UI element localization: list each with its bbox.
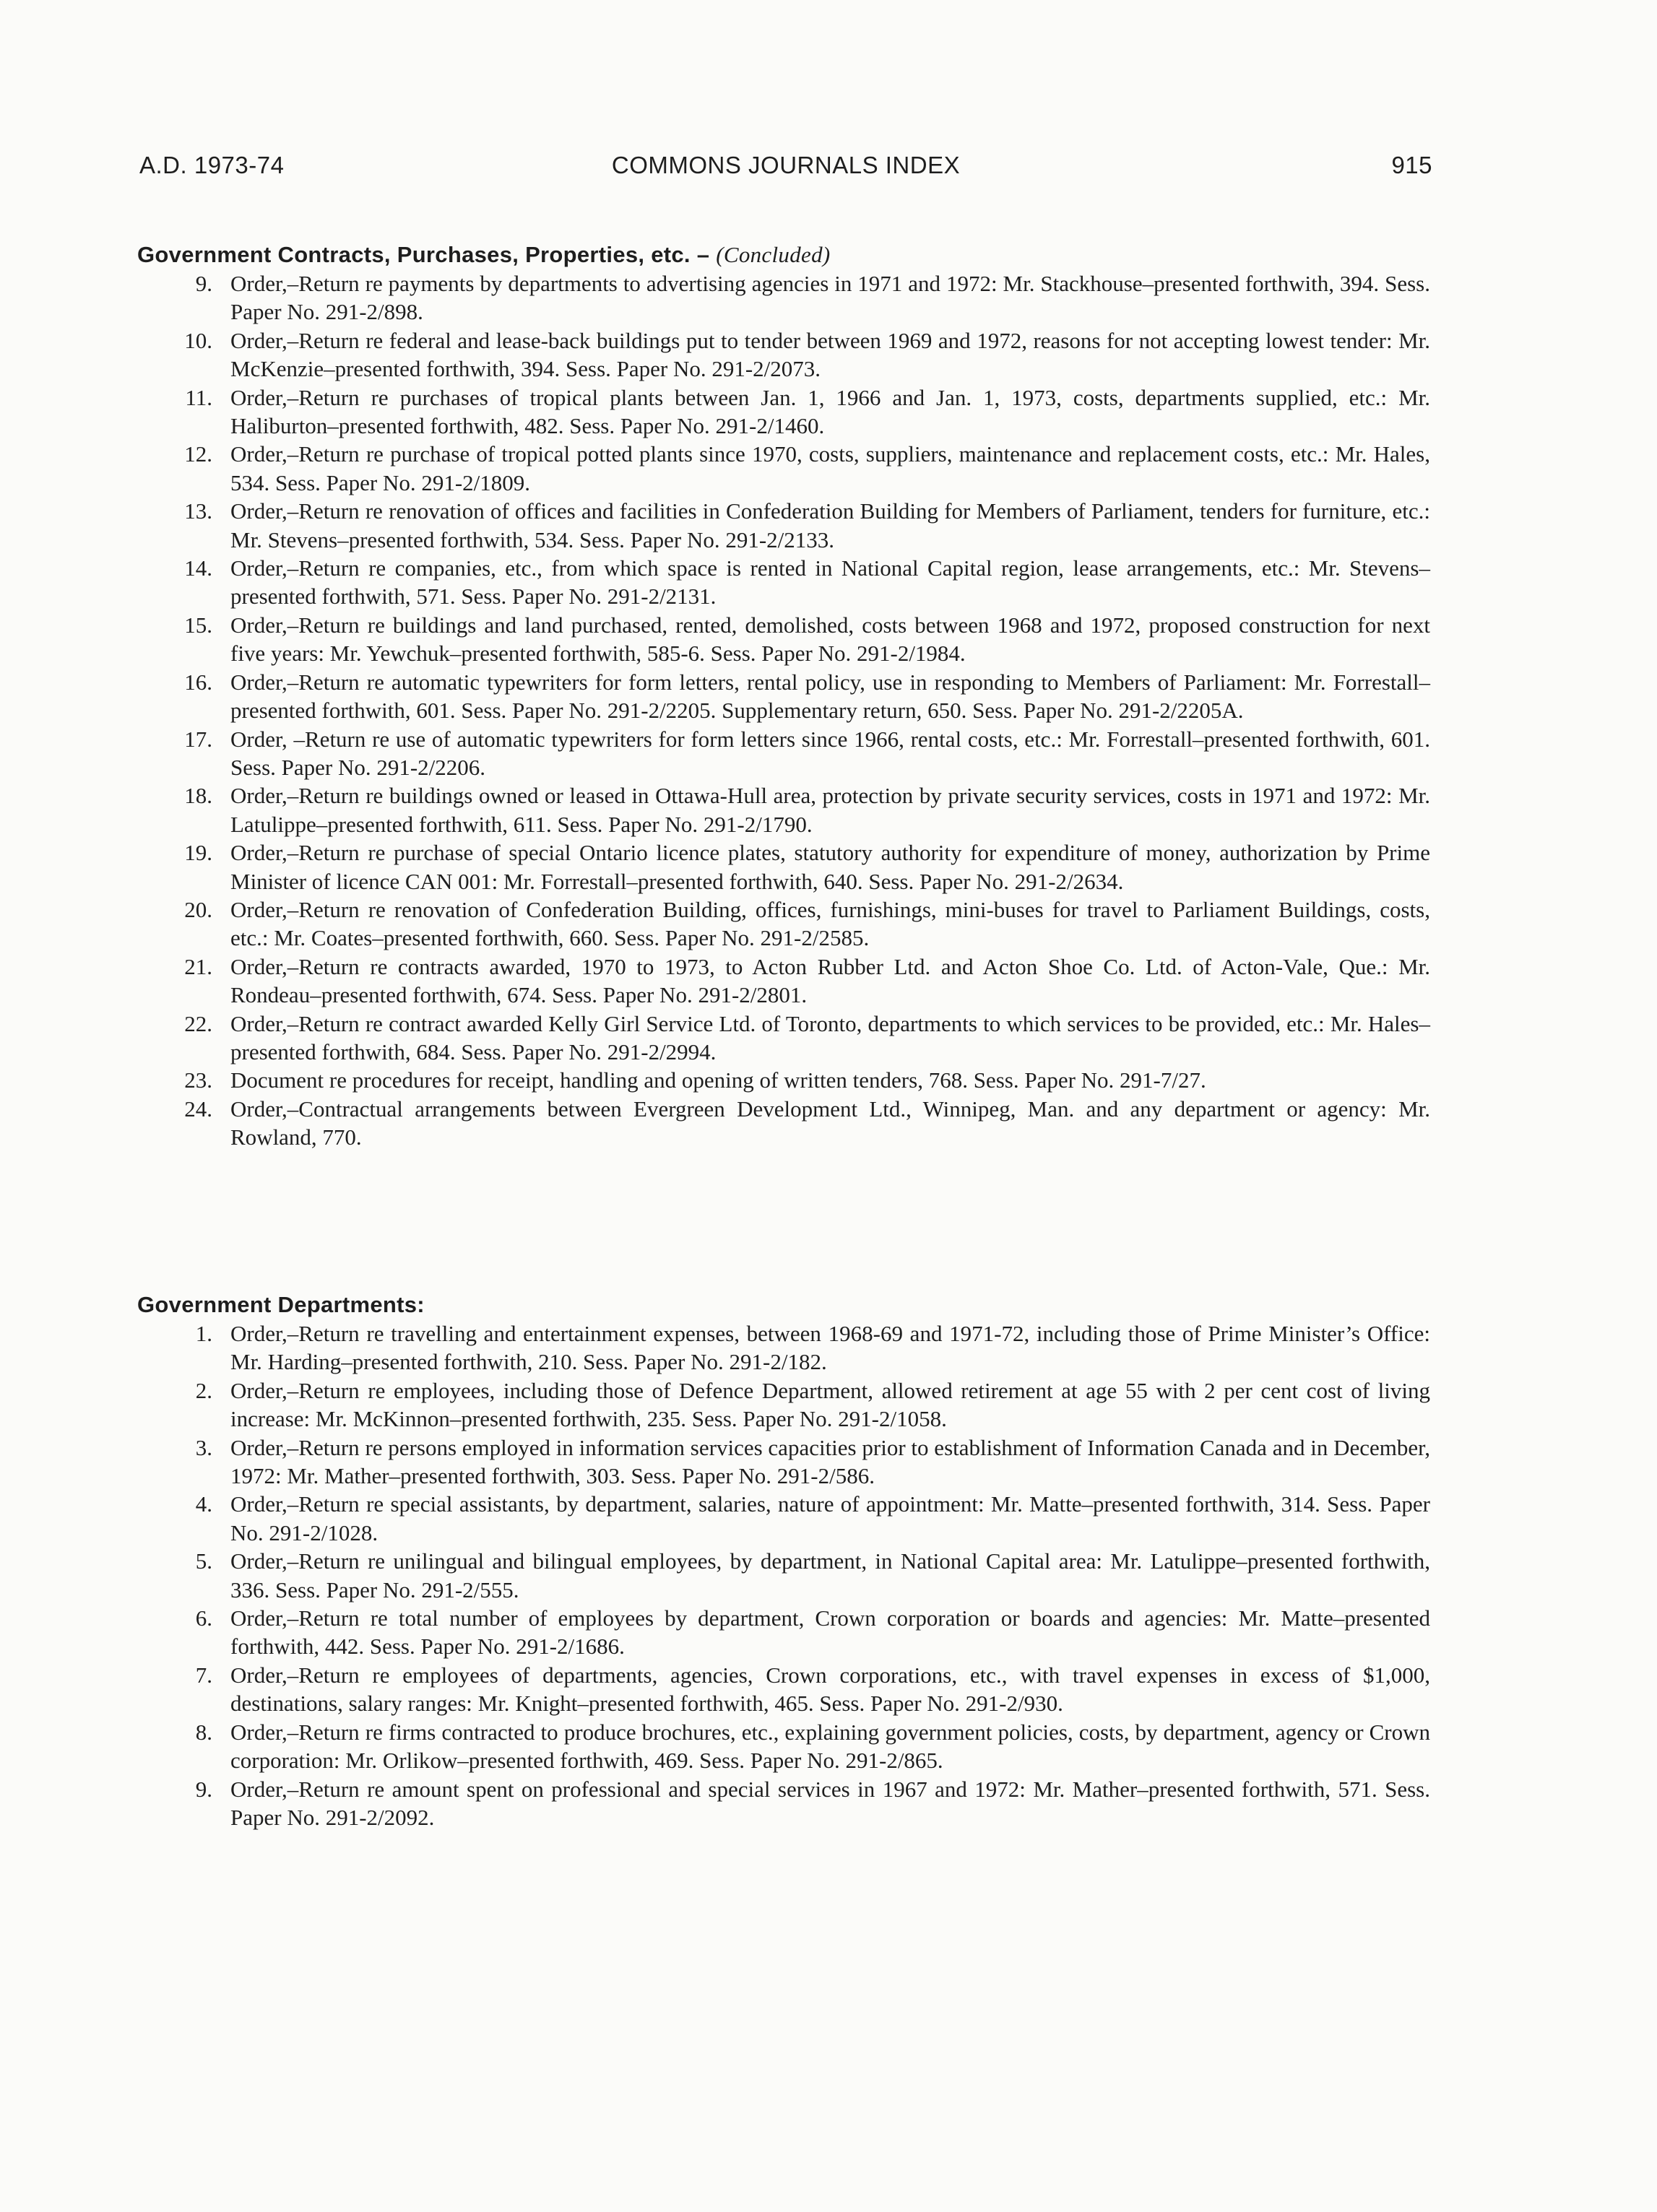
section-heading <box>137 240 1430 269</box>
index-entry <box>137 1066 1430 1094</box>
entry-number: 9. <box>195 1776 212 1802</box>
entry-number: 20. <box>184 896 212 922</box>
index-entry <box>137 497 1430 554</box>
index-entry <box>137 383 1430 441</box>
index-entry <box>137 1376 1430 1434</box>
index-entry <box>137 554 1430 611</box>
entry-number: 19. <box>184 840 212 866</box>
section-heading-text: Government Departments: <box>137 1292 425 1317</box>
index-entry <box>137 953 1430 1010</box>
index-entry <box>137 440 1430 497</box>
entry-number: 12. <box>184 441 212 467</box>
index-entry <box>137 1095 1430 1152</box>
entry-list <box>137 269 1430 1152</box>
entry-text: Order,–Return re automatic typewriters for form letters, rental policy, use in responding to Members of Parliament: Mr. Forrestall–presented forthwith, 601. Sess. Paper No. 291-2/2205. Supplementary return, 650. Sess. Paper No. 291-2/2205A. <box>230 669 1430 724</box>
index-entry <box>137 725 1430 782</box>
index-entry <box>137 1547 1430 1604</box>
index-entry <box>137 1661 1430 1718</box>
entry-text: Document re procedures for receipt, handling and opening of written tenders, 768. Sess. Paper No. 291-7/27. <box>230 1067 1206 1093</box>
index-entry <box>137 781 1430 838</box>
entry-number: 3. <box>195 1434 212 1460</box>
entry-text: Order,–Contractual arrangements between Evergreen Development Ltd., Winnipeg, Man. and any department or agency: Mr. Rowland, 770. <box>230 1096 1430 1150</box>
entry-number: 6. <box>195 1605 212 1631</box>
index-entry <box>137 1775 1430 1832</box>
index-entry <box>137 668 1430 725</box>
entry-text: Order,–Return re renovation of Confederation Building, offices, furnishings, mini-buses for travel to Parliament Buildings, costs, etc.: Mr. Coates–presented forthwith, 660. Sess. Paper No. 291-2/2585. <box>230 896 1430 951</box>
index-entry <box>137 1490 1430 1547</box>
entry-number: 7. <box>195 1662 212 1688</box>
entry-text: Order,–Return re federal and lease-back buildings put to tender between 1969 and 1972, reasons for not accepting lowest tender: Mr. McKenzie–presented forthwith, 394. Sess. Paper No. 291-2/2073. <box>230 327 1430 382</box>
page-header <box>139 152 1432 188</box>
index-entry <box>137 611 1430 668</box>
entry-text: Order,–Return re purchase of special Ontario licence plates, statutory authority for expenditure of money, authorization by Prime Minister of licence CAN 001: Mr. Forrestall–presented forthwith, 640. Sess. Paper No. 291-2/2634. <box>230 840 1430 894</box>
entry-number: 17. <box>184 726 212 752</box>
entry-number: 16. <box>184 669 212 695</box>
entry-text: Order,–Return re buildings and land purchased, rented, demolished, costs between 1968 and 1972, proposed construction for next five years: Mr. Yewchuk–presented forthwith, 585-6. Sess. Paper No. 291-2/1984. <box>230 612 1430 667</box>
entry-text: Order,–Return re persons employed in information services capacities prior to establishment of Information Canada and in December, 1972: Mr. Mather–presented forthwith, 303. Sess. Paper No. 291-2/586. <box>230 1434 1430 1489</box>
entry-text: Order,–Return re purchases of tropical plants between Jan. 1, 1966 and Jan. 1, 1973, costs, departments supplied, etc.: Mr. Haliburton–presented forthwith, 482. Sess. Paper No. 291-2/1460. <box>230 384 1430 439</box>
entry-text: Order,–Return re firms contracted to produce brochures, etc., explaining government policies, costs, by department, agency or Crown corporation: Mr. Orlikow–presented forthwith, 469. Sess. Paper No. 291-2/865. <box>230 1719 1430 1774</box>
entry-text: Order,–Return re purchase of tropical potted plants since 1970, costs, suppliers, maintenance and replacement costs, etc.: Mr. Hales, 534. Sess. Paper No. 291-2/1809. <box>230 441 1430 495</box>
entry-number: 8. <box>195 1719 212 1745</box>
entry-number: 18. <box>184 783 212 809</box>
entry-text: Order,–Return re payments by departments to advertising agencies in 1971 and 1972: Mr. Stackhouse–presented forthwith, 394. Sess. Paper No. 291-2/898. <box>230 271 1430 325</box>
entry-number: 4. <box>195 1491 212 1517</box>
section-government-contracts <box>137 240 1430 1152</box>
index-entry <box>137 1010 1430 1067</box>
entry-text: Order,–Return re special assistants, by department, salaries, nature of appointment: Mr. Matte–presented forthwith, 314. Sess. Paper No. 291-2/1028. <box>230 1491 1430 1545</box>
entry-text: Order, –Return re use of automatic typewriters for form letters since 1966, rental costs, etc.: Mr. Forrestall–presented forthwith, 601. Sess. Paper No. 291-2/2206. <box>230 726 1430 780</box>
entry-text: Order,–Return re companies, etc., from which space is rented in National Capital region, lease arrangements, etc.: Mr. Stevens–presented forthwith, 571. Sess. Paper No. 291-2/2131. <box>230 555 1430 610</box>
entry-text: Order,–Return re unilingual and bilingual employees, by department, in National Capital area: Mr. Latulippe–presented forthwith, 336. Sess. Paper No. 291-2/555. <box>230 1548 1430 1602</box>
entry-number: 15. <box>184 612 212 638</box>
entry-number: 5. <box>195 1548 212 1574</box>
entry-number: 10. <box>184 327 212 353</box>
entry-text: Order,–Return re travelling and entertainment expenses, between 1968-69 and 1971-72, including those of Prime Minister’s Office: Mr. Harding–presented forthwith, 210. Sess. Paper No. 291-2/182. <box>230 1321 1430 1375</box>
page-date-range: A.D. 1973-74 <box>139 152 285 178</box>
entry-number: 1. <box>195 1321 212 1346</box>
section-heading-text: Government Contracts, Purchases, Properties, etc. – <box>137 242 710 267</box>
entry-number: 11. <box>185 384 212 410</box>
index-entry <box>137 838 1430 895</box>
entry-number: 21. <box>184 953 212 979</box>
entry-list <box>137 1319 1430 1831</box>
page-number: 915 <box>1391 152 1432 178</box>
entry-text: Order,–Return re amount spent on professional and special services in 1967 and 1972: Mr. Mather–presented forthwith, 571. Sess. Paper No. 291-2/2092. <box>230 1776 1430 1830</box>
entry-text: Order,–Return re employees, including those of Defence Department, allowed retirement at age 55 with 2 per cent cost of living increase: Mr. McKinnon–presented forthwith, 235. Sess. Paper No. 291-2/1058. <box>230 1377 1430 1432</box>
entry-text: Order,–Return re contract awarded Kelly Girl Service Ltd. of Toronto, departments to which services to be provided, etc.: Mr. Hales–presented forthwith, 684. Sess. Paper No. 291-2/2994. <box>230 1010 1430 1064</box>
section-heading <box>137 1291 1430 1319</box>
index-entry <box>137 326 1430 383</box>
section-government-departments <box>137 1291 1430 1831</box>
entry-number: 23. <box>184 1067 212 1093</box>
entry-number: 14. <box>184 555 212 581</box>
entry-number: 2. <box>195 1377 212 1403</box>
entry-text: Order,–Return re contracts awarded, 1970 to 1973, to Acton Rubber Ltd. and Acton Shoe Co. Ltd. of Acton-Vale, Que.: Mr. Rondeau–presented forthwith, 674. Sess. Paper No. 291-2/2801. <box>230 953 1430 1008</box>
index-entry <box>137 895 1430 953</box>
entry-number: 24. <box>184 1096 212 1122</box>
entry-text: Order,–Return re employees of departments, agencies, Crown corporations, etc., with travel expenses in excess of $1,000, destinations, salary ranges: Mr. Knight–presented forthwith, 465. Sess. Paper No. 291-2/930. <box>230 1662 1430 1717</box>
index-entry <box>137 1718 1430 1775</box>
entry-number: 13. <box>184 498 212 524</box>
entry-text: Order,–Return re renovation of offices and facilities in Confederation Building for Members of Parliament, tenders for furniture, etc.: Mr. Stevens–presented forthwith, 534. Sess. Paper No. 291-2/2133. <box>230 498 1430 552</box>
section-heading-continuation: (Concluded) <box>716 242 831 267</box>
index-entry <box>137 269 1430 326</box>
entry-number: 9. <box>195 271 212 296</box>
entry-text: Order,–Return re total number of employees by department, Crown corporation or boards and agencies: Mr. Matte–presented forthwith, 442. Sess. Paper No. 291-2/1686. <box>230 1605 1430 1660</box>
entry-text: Order,–Return re buildings owned or leased in Ottawa-Hull area, protection by private security services, costs in 1971 and 1972: Mr. Latulippe–presented forthwith, 611. Sess. Paper No. 291-2/1790. <box>230 783 1430 837</box>
index-entry <box>137 1319 1430 1376</box>
index-entry <box>137 1434 1430 1491</box>
index-entry <box>137 1604 1430 1661</box>
page-title: COMMONS JOURNALS INDEX <box>611 152 961 178</box>
entry-number: 22. <box>184 1010 212 1036</box>
